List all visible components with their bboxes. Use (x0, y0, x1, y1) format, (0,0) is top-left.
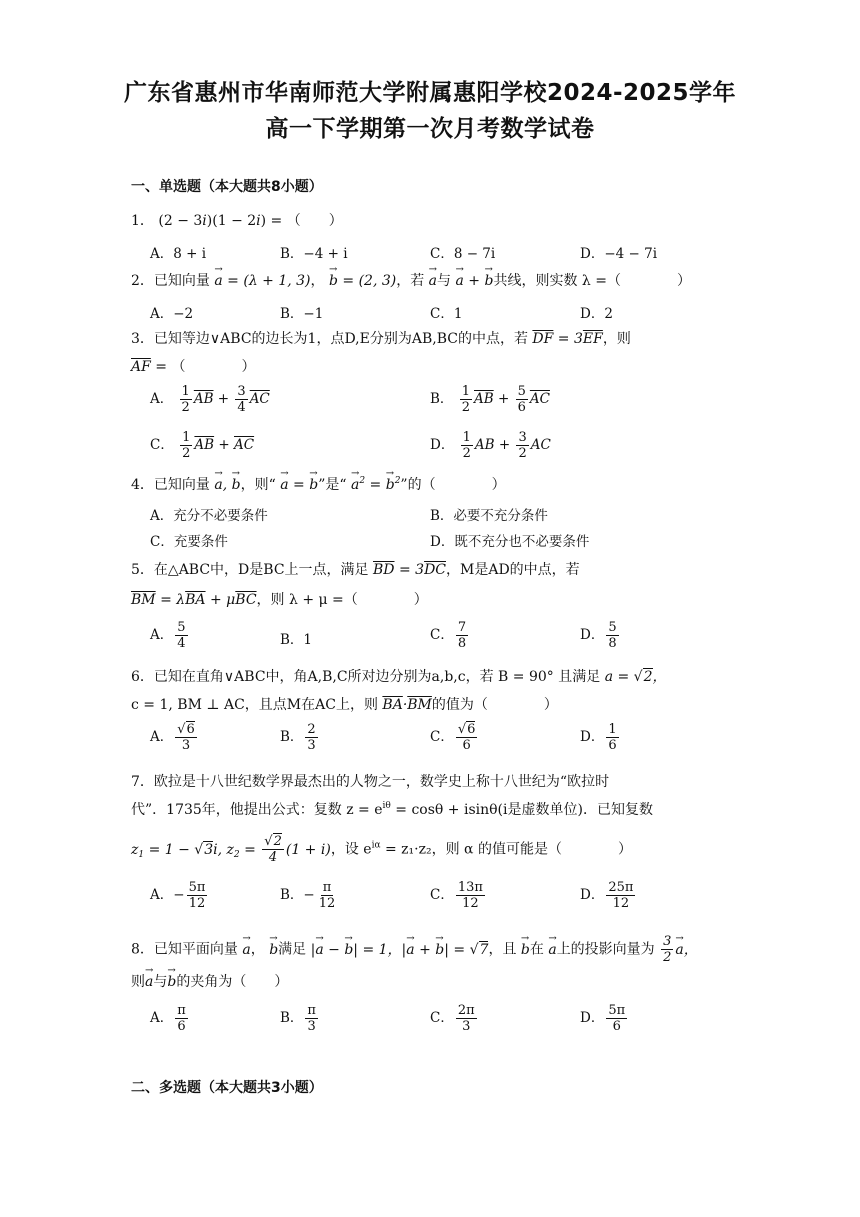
q8-text-4: ，且 (488, 941, 517, 958)
q4-text-1: 已知向量 (153, 477, 210, 493)
q8-text-9: 的夹角为（ ） (176, 974, 289, 990)
q5-letter-a: A． (150, 627, 174, 643)
q3-letter-d: D． (430, 437, 455, 453)
q6-text-1: 已知在直角∨ABC中，角A,B,C所对边分别为a,b,c，若 B = 90° 且满足 (153, 669, 601, 685)
q7-text-2: 代”．1735年，他提出公式：复数 z = e (131, 802, 383, 818)
q2-text-2: ， (310, 273, 325, 289)
q6-option-a[interactable]: A． $\frac{√6}{3}$ (150, 722, 195, 753)
q8-projection: $\frac{3}{2}$ → a， (659, 942, 698, 958)
q7-number: 7． (131, 774, 154, 790)
q2-vector-a: → a (429, 273, 437, 289)
q3-b-frac2: $\frac{5}{6}$ (517, 384, 526, 415)
q8-text-8: 与 (153, 974, 168, 990)
q3-text-3: （ ） (171, 359, 256, 375)
q2-text-1: 已知向量 (153, 273, 210, 289)
q1-option-d[interactable]: D．−4 − 7i (580, 246, 658, 262)
q7-text-3: = cosθ + isinθ(i是虚数单位)．已知复数 (390, 802, 653, 818)
q5-option-a[interactable]: A． $\frac{5}{4}$ (150, 620, 186, 651)
q8-text-5: 在 (529, 941, 544, 958)
q8-text-3: 满足 (278, 941, 307, 958)
q7-option-c[interactable]: C． $\frac{13\pi}{12}$ (430, 880, 483, 911)
q8-option-b[interactable]: B． $\frac{\pi}{3}$ (280, 1003, 316, 1034)
q8-norm-diff: |→ a − → b| = 1，|→ a + → b| = √7 (311, 942, 489, 958)
q6-dot-product: $\overline{BA}\cdot\overline{BM}$ (382, 697, 432, 713)
question-1 (131, 210, 343, 230)
q7-letter-d: D． (580, 887, 605, 903)
doc-title-line2: 高一下学期第一次月考数学试卷 (265, 116, 595, 142)
q3-letter-a: A． (150, 391, 174, 407)
doc-title-line1: 广东省惠州市华南师范大学附属惠阳学校2024-2025学年 (123, 80, 737, 106)
q6-text-3: 的值为（ ） (431, 697, 558, 713)
question-5-line2 (131, 589, 428, 609)
q3-option-c[interactable]: C． $\frac{1}{2}$ $\overline{AB} + \overline{AC}$ (150, 430, 255, 461)
section-heading-single-choice: 一、单选题（本大题共8小题） (131, 179, 323, 195)
q7-text-5: = z₁·z₂，则 α 的值可能是（ ） (380, 841, 632, 858)
q3-b-frac1: $\frac{1}{2}$ (461, 384, 470, 415)
q4-cond1: → a = → b (280, 477, 318, 493)
q8-vec-a2: → a (548, 942, 556, 958)
q6-option-d[interactable]: D． $\frac{1}{6}$ (580, 722, 617, 753)
q8-text-2: ， (250, 941, 265, 958)
q6-letter-d: D． (580, 729, 605, 745)
q3-a-frac2: $\frac{3}{4}$ (237, 384, 246, 415)
q2-vector-sum: → a + → b (455, 273, 493, 289)
q8-letter-b: B． (280, 1010, 304, 1026)
q5-option-b[interactable]: B．1 (280, 632, 313, 648)
q2-vector-a-def: → a = (λ + 1, 3) (214, 273, 310, 289)
section-heading-multi-choice: 二、多选题（本大题共3小题） (131, 1080, 323, 1096)
q7-text-1: 欧拉是十八世纪数学界最杰出的人物之一，数学史上称十八世纪为“欧拉时 (153, 774, 610, 790)
question-7-line2: 代”．1735年，他提出公式：复数 $z = e^{i\theta} = \cos\theta + isin\theta(i$是虚数单位)．已知复数 (131, 801, 653, 818)
q5-letter-d: D． (580, 627, 605, 643)
q3-d-frac2: $\frac{3}{2}$ (518, 430, 527, 461)
q8-option-d[interactable]: D． $\frac{5\pi}{6}$ (580, 1003, 626, 1034)
q4-text-2: ，则“ (240, 477, 276, 493)
q1-number: 1． (131, 213, 154, 229)
q7-letter-b: B． (280, 887, 304, 903)
q6-option-c[interactable]: C． $\frac{√6}{6}$ (430, 722, 476, 753)
q4-option-a[interactable]: A．充分不必要条件 (150, 508, 268, 524)
question-7 (131, 771, 609, 791)
q4-vectors: → a, → b (214, 477, 240, 493)
q7-option-b[interactable]: B．− $\frac{\pi}{12}$ (280, 880, 336, 911)
q4-option-b[interactable]: B．必要不充分条件 (430, 508, 548, 524)
q2-option-b[interactable]: B．−1 (280, 306, 324, 322)
question-8-line2: 则→ a与→ b的夹角为（ ） (131, 971, 288, 991)
q2-number: 2． (131, 273, 154, 289)
question-4 (131, 474, 506, 494)
q5-expression: $\overline{BM} = \lambda\overline{BA} + \mu\overline{BC}$ (131, 592, 257, 608)
q2-text-3: ，若 (396, 273, 425, 289)
q7-z-values: $z_1 = 1 - √3i$, $z_2$ = $\frac{√2}{4}$ (1 + i) (131, 834, 331, 865)
q7-letter-a: A． (150, 887, 174, 903)
q1-option-c[interactable]: C．8 − 7i (430, 246, 496, 262)
q3-af: $\overline{AF}$ = (131, 359, 172, 375)
q4-text-3: ”是“ (318, 477, 347, 493)
q8-option-a[interactable]: A． $\frac{\pi}{6}$ (150, 1003, 186, 1034)
q7-letter-c: C． (430, 887, 454, 903)
q2-option-a[interactable]: A．−2 (150, 306, 194, 322)
q3-option-b[interactable]: B． $\frac{1}{2}$ $\overline{AB}$ + $\frac{5}{6}$ $\overline{AC}$ (430, 384, 550, 415)
q6-text-2: c = 1, BM ⊥ AC，且点M在AC上，则 (131, 697, 378, 713)
question-2 (131, 270, 691, 290)
q8-vec-b: → b (269, 942, 278, 958)
q8-number: 8． (131, 941, 154, 958)
question-3 (131, 328, 631, 348)
q3-a-frac1: $\frac{1}{2}$ (181, 384, 190, 415)
question-5 (131, 559, 580, 579)
q1-option-b[interactable]: B．−4 + i (280, 246, 348, 262)
q6-option-b[interactable]: B． $\frac{2}{3}$ (280, 722, 316, 753)
q5-option-c[interactable]: C． $\frac{7}{8}$ (430, 620, 467, 651)
q2-vector-b-def: → b = (2, 3) (329, 273, 396, 289)
q5-text-2: ，M是AD的中点，若 (446, 562, 580, 578)
q3-option-d[interactable]: D． $\frac{1}{2}$ AB + $\frac{3}{2}$ AC (430, 430, 551, 461)
q8-vec-b2: → b (521, 942, 530, 958)
question-3-line2 (131, 356, 255, 376)
q4-option-d[interactable]: D．既不充分也不必要条件 (430, 534, 590, 550)
q2-option-c[interactable]: C．1 (430, 306, 463, 322)
q8-text-6: 上的投影向量为 (556, 941, 655, 958)
q6-letter-a: A． (150, 729, 174, 745)
q7-text-4: ，设 e (330, 841, 372, 858)
q6-letter-c: C． (430, 729, 454, 745)
q3-number: 3． (131, 331, 154, 347)
question-6-line2 (131, 694, 558, 714)
q5-text-3: ，则 λ + μ =（ ） (256, 592, 428, 608)
q8-option-c[interactable]: C． $\frac{2\pi}{3}$ (430, 1003, 475, 1034)
q3-c-frac1: $\frac{1}{2}$ (182, 430, 191, 461)
q3-letter-b: B． (430, 391, 454, 407)
q5-letter-c: C． (430, 627, 454, 643)
q3-text-1: 已知等边∨ABC的边长为1，点D,E分别为AB,BC的中点，若 (153, 331, 528, 347)
q8-vec-a: → a (242, 942, 250, 958)
q2-text-5: 共线，则实数 λ =（ ） (493, 273, 691, 289)
q1-expression: (2 − 3i)(1 − 2i) = (158, 213, 287, 229)
q4-option-c[interactable]: C．充要条件 (150, 534, 228, 550)
q2-option-d[interactable]: D．2 (580, 306, 613, 322)
q8-letter-d: D． (580, 1010, 605, 1026)
q8-text-7: 则 (131, 974, 145, 990)
q3-condition: $\overline{DF} = 3\overline{EF}$ (532, 331, 603, 347)
q1-stem-end: （ ） (286, 213, 343, 229)
q6-letter-b: B． (280, 729, 304, 745)
q3-d-frac1: $\frac{1}{2}$ (462, 430, 471, 461)
q4-number: 4． (131, 477, 154, 493)
question-7-line3: $z_1 = 1 - √3i$, $z_2$ = $\frac{√2}{4}$ (1 + i)，设 $e^{i\alpha} = z_1\cdot z_2$，则 α 的值可能是（ ） (131, 834, 632, 865)
q2-text-4: 与 (437, 273, 452, 289)
q7-option-a[interactable]: A．− $\frac{5\pi}{12}$ (150, 880, 206, 911)
q5-text-1: 在△ABC中，D是BC上一点，满足 (153, 562, 369, 578)
q8-letter-c: C． (430, 1010, 454, 1026)
q7-option-d[interactable]: D． $\frac{25\pi}{12}$ (580, 880, 634, 911)
q3-letter-c: C． (150, 437, 174, 453)
q6-number: 6． (131, 669, 154, 685)
q8-letter-a: A． (150, 1010, 174, 1026)
q4-text-4: ”的（ ） (400, 477, 506, 493)
q5-option-d[interactable]: D． $\frac{5}{8}$ (580, 620, 617, 651)
q8-text-1: 已知平面向量 (153, 941, 238, 958)
q3-option-a[interactable]: A． $\frac{1}{2}$ $\overline{AB}$ + $\frac{3}{4}$ $\overline{AC}$ (150, 384, 270, 415)
question-8 (131, 934, 698, 965)
q1-option-a[interactable]: A．8 + i (150, 246, 207, 262)
question-6 (131, 666, 667, 686)
q5-condition: $\overline{BD} = 3\overline{DC}$ (373, 562, 446, 578)
q5-number: 5． (131, 562, 154, 578)
q3-text-2: ，则 (602, 331, 631, 347)
q4-cond2: → $a^2$ = → $b^2$ (351, 477, 400, 493)
q6-a-value: a = √2， (604, 669, 667, 685)
